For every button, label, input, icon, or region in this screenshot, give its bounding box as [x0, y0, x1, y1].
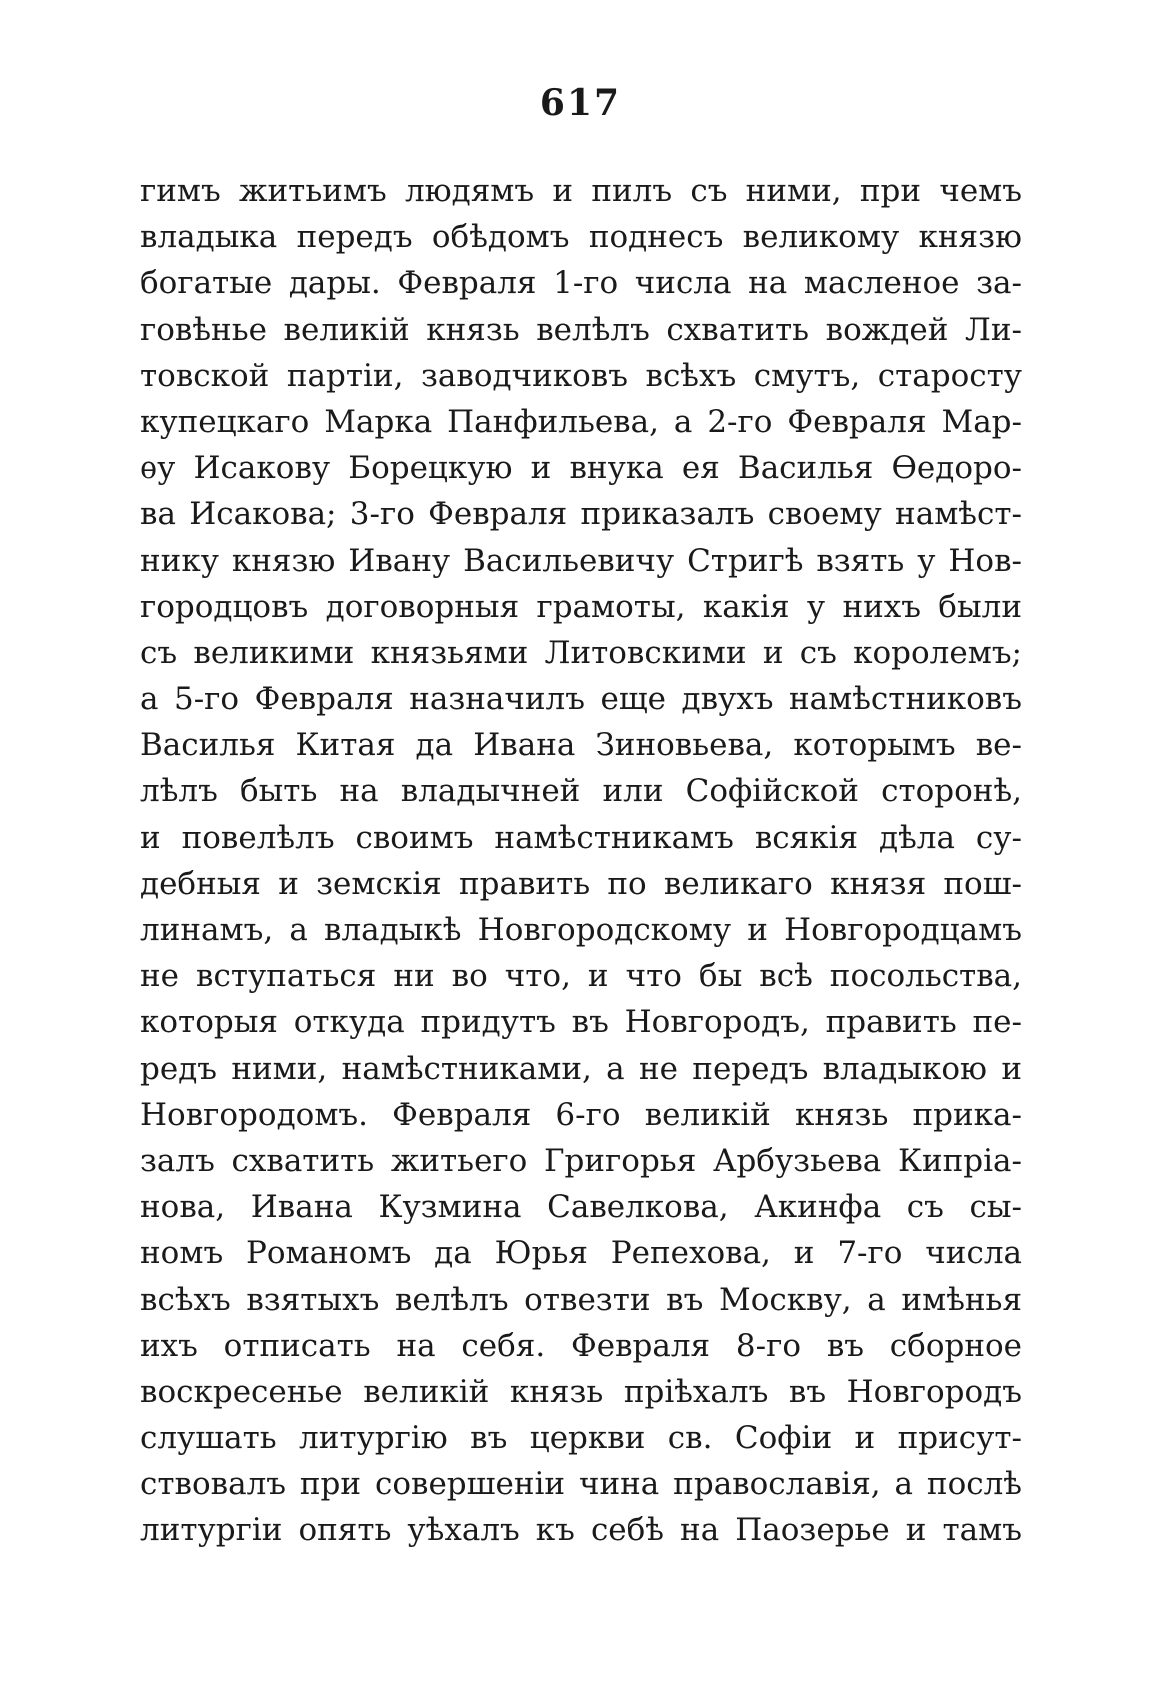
text-line: которыя откуда придутъ въ Новгородъ, править пе- — [140, 1004, 1022, 1041]
text-line: а 5-го Февраля назначилъ еще двухъ намѣстниковъ — [140, 681, 1022, 718]
text-line: ихъ отписать на себя. Февраля 8-го въ сборное — [140, 1327, 1022, 1364]
text-line: дебныя и земскія править по великаго князя пош- — [140, 865, 1022, 902]
text-line: товской партіи, заводчиковъ всѣхъ смутъ, старосту — [140, 357, 1022, 394]
text-line: Новгородомъ. Февраля 6-го великій князь прика- — [140, 1096, 1022, 1133]
text-line: владыка передъ обѣдомъ поднесъ великому князю — [140, 219, 1022, 256]
text-line: не вступаться ни во что, и что бы всѣ посольства, — [140, 958, 1022, 995]
text-line: нику князю Ивану Васильевичу Стригѣ взять у Нов- — [140, 542, 1022, 579]
text-line: съ великими князьями Литовскими и съ королемъ; — [140, 634, 1022, 671]
text-line: всѣхъ взятыхъ велѣлъ отвезти въ Москву, а имѣнья — [140, 1281, 1022, 1318]
text-line: ва Исакова; 3-го Февраля приказалъ своему намѣст- — [140, 496, 1022, 533]
text-line: нова, Ивана Кузмина Савелкова, Акинфа съ сы- — [140, 1189, 1022, 1226]
body-text — [140, 168, 1022, 1554]
text-line: ѳу Исакову Борецкую и внука ея Василья Ѳедоро- — [140, 450, 1022, 487]
text-line: богатые дары. Февраля 1-го числа на масленое за- — [140, 265, 1022, 302]
text-line: говѣнье великій князь велѣлъ схватить вождей Ли- — [140, 311, 1022, 348]
text-line: воскресенье великій князь пріѣхалъ въ Новгородъ — [140, 1373, 1022, 1410]
text-line: номъ Романомъ да Юрья Репехова, и 7-го числа — [140, 1235, 1022, 1272]
text-line: редъ ними, намѣстниками, а не передъ владыкою и — [140, 1050, 1022, 1087]
text-line: залъ схватить житьего Григорья Арбузьева Кипріа- — [140, 1142, 1022, 1179]
page-number: 617 — [539, 82, 622, 124]
text-line: городцовъ договорныя грамоты, какія у нихъ были — [140, 588, 1022, 625]
text-line: Василья Китая да Ивана Зиновьева, которымъ ве- — [140, 727, 1022, 764]
text-line: литургіи опять уѣхалъ къ себѣ на Паозерье и тамъ — [140, 1512, 1022, 1549]
text-line: и повелѣлъ своимъ намѣстникамъ всякія дѣла су- — [140, 819, 1022, 856]
text-line: линамъ, а владыкѣ Новгородскому и Новгородцамъ — [140, 912, 1022, 948]
text-line: гимъ житьимъ людямъ и пилъ съ ними, при чемъ — [140, 173, 1022, 209]
text-line: лѣлъ быть на владычней или Софійской сторонѣ, — [140, 773, 1022, 810]
text-line: слушать литургію въ церкви св. Софіи и присут- — [140, 1420, 1022, 1457]
text-line: ствовалъ при совершеніи чина православія, а послѣ — [140, 1466, 1022, 1503]
text-line: купецкаго Марка Панфильева, а 2-го Февраля Мар- — [140, 403, 1022, 440]
